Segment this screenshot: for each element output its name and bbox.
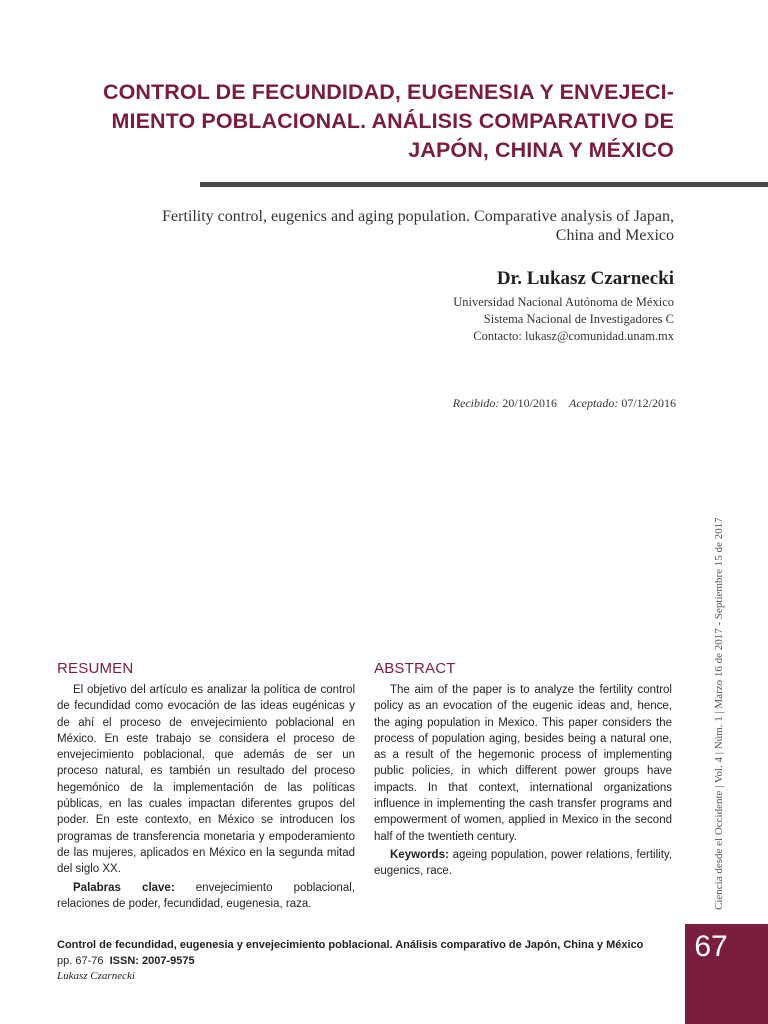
english-title [96,207,674,245]
article-title [90,78,674,165]
accepted-date: 07/12/2016 [621,396,676,410]
affiliation-university: Universidad Nacional Autónoma de México [453,295,674,309]
article-title-line: MIENTO POBLACIONAL. ANÁLISIS COMPARATIVO DE [111,109,674,133]
page-number: 67 [694,930,728,963]
footer-author: Lukasz Czarnecki [57,970,135,982]
citation-footer [57,938,677,985]
article-title-line: CONTROL DE FECUNDIDAD, EUGENESIA Y ENVEJECI- [102,80,674,104]
title-divider [200,182,768,187]
resumen-heading: RESUMEN [57,660,134,677]
author-affiliation [300,294,674,345]
abstract-keywords-text: ageing population, power relations, fertility, eugenics, race. [374,848,673,878]
resumen-keywords [57,880,355,913]
resumen-body: El objetivo del artículo es analizar la política de control de fecundidad como evocación de las ideas eugénicas y de ahí el proceso de envejecimiento poblacional en México. En este trabajo se considera el proceso de envejecimiento poblacional, que además de ser un proceso natural, es también un resultado del proceso hegemónico de la implementación de las políticas públicas, en las cuales impactan diferentes grupos del poder. En este contexto, en México se introducen los programas de transferencia monetaria y empoderamiento de las mujeres, aplicados en México en la segunda mitad del siglo XX. [57,684,355,876]
resumen-section [57,660,355,912]
accepted-label: Aceptado: [569,396,619,410]
abstract-keywords [374,847,672,880]
english-title-line: China and Mexico [555,227,674,244]
resumen-keywords-text: envejecimiento poblacional, relaciones de poder, fecundidad, eugenesia, raza. [57,881,355,910]
affiliation-sni: Sistema Nacional de Investigadores C [483,312,674,326]
resumen-keywords-label: Palabras clave: [73,881,175,894]
journal-spine-text: Ciencia desde el Occidente | Vol. 4 | Núm. 1 | Marzo 16 de 2017 - Septiembre 15 de 2017 [713,517,725,910]
footer-title: Control de fecundidad, eugenesia y envejecimiento poblacional. Análisis comparativo de Japón, China y México [57,939,644,951]
footer-issn: ISSN: 2007-9575 [109,954,195,967]
journal-spine [685,0,768,1024]
footer-pages-line [57,954,677,970]
footer-pages: pp. 67-76 [57,954,104,967]
english-title-line: Fertility control, eugenics and aging population. Comparative analysis of Japan, [162,208,674,225]
received-date: 20/10/2016 [502,396,558,410]
affiliation-contact: Contacto: lukasz@comunidad.unam.mx [473,329,674,343]
abstract-section [374,660,672,880]
abstract-keywords-label: Keywords: [390,848,449,861]
abstract-body: The aim of the paper is to analyze the fertility control policy as an evocation of the eugenic ideas and, hence, the aging population in Mexico. This paper considers the process of population aging, besides being a natural one, as a result of the hegemonic process of implementing public policies, in which different power groups have impacts. In that context, international organizations influence in implementing the cash transfer programs and empowerment of women, applied in Mexico in the second half of the twentieth century. [374,684,672,843]
received-label: Recibido: [452,396,500,410]
abstract-heading: ABSTRACT [374,660,456,677]
article-title-line: JAPÓN, CHINA Y MÉXICO [408,138,674,162]
author-name: Dr. Lukasz Czarnecki [496,268,674,289]
submission-dates [300,396,676,411]
